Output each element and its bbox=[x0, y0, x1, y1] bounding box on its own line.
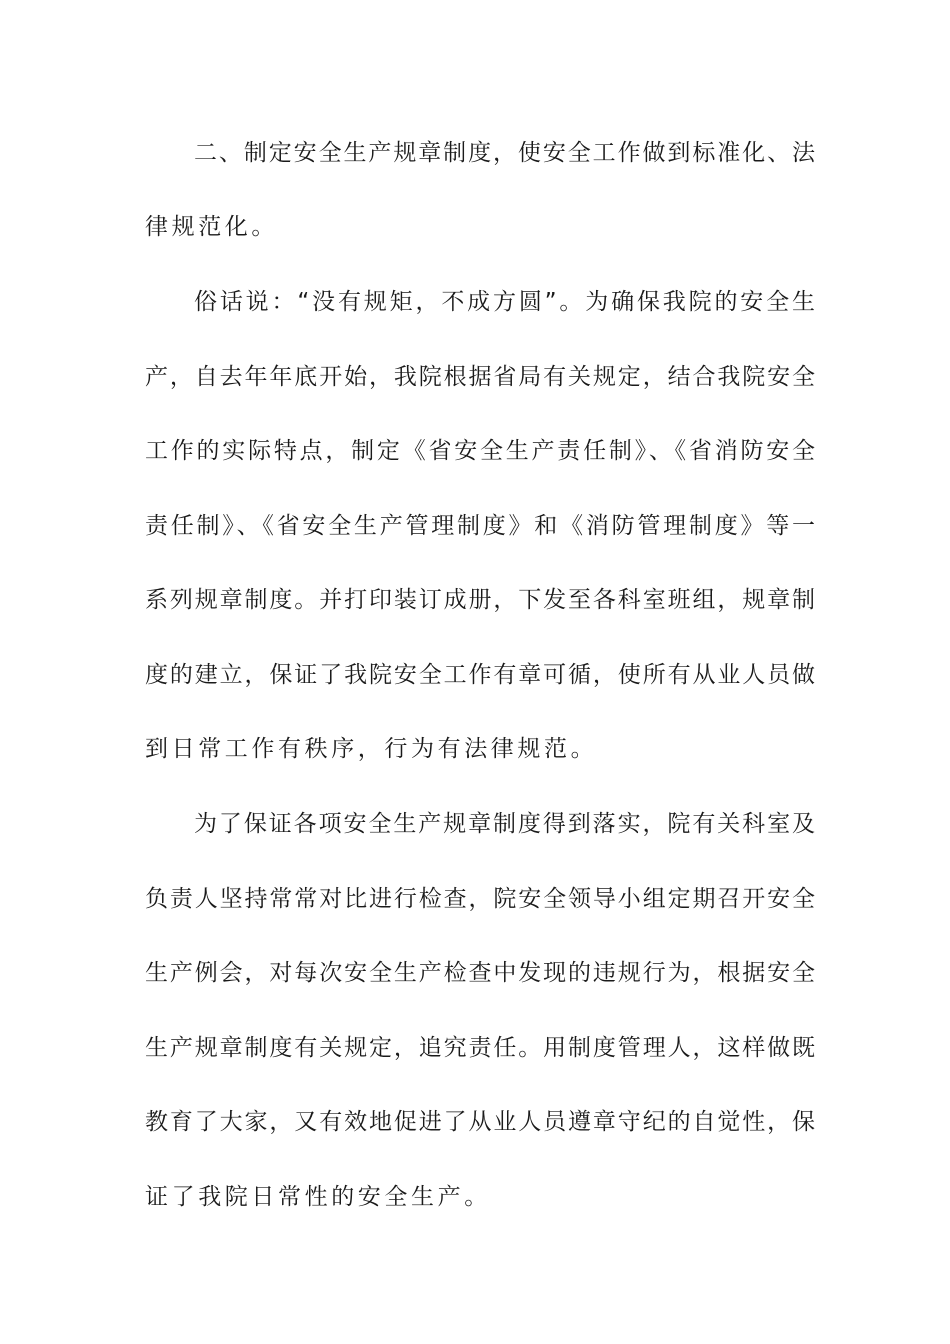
paragraph-1-line-1: 俗话说：“没有规矩，不成方圆”。为确保我院的安全生 bbox=[194, 289, 815, 315]
paragraph-2-line-4: 生产规章制度有关规定，追究责任。用制度管理人，这样做既 bbox=[145, 1035, 815, 1061]
paragraph-2-line-1: 为了保证各项安全生产规章制度得到落实，院有关科室及 bbox=[194, 811, 815, 837]
paragraph-1-line-4: 责任制》、《省安全生产管理制度》和《消防管理制度》等一 bbox=[145, 513, 815, 539]
paragraph-1-line-6: 度的建立，保证了我院安全工作有章可循，使所有从业人员做 bbox=[145, 662, 815, 688]
paragraph-1-line-5: 系列规章制度。并打印装订成册，下发至各科室班组，规章制 bbox=[145, 587, 815, 613]
paragraph-2-line-6: 证了我院日常性的安全生产。 bbox=[145, 1184, 491, 1210]
paragraph-2-line-2: 负责人坚持常常对比进行检查，院安全领导小组定期召开安全 bbox=[145, 886, 815, 912]
paragraph-2-line-5: 教育了大家，又有效地促进了从业人员遵章守纪的自觉性，保 bbox=[145, 1109, 815, 1135]
paragraph-2-line-3: 生产例会，对每次安全生产检查中发现的违规行为，根据安全 bbox=[145, 960, 815, 986]
paragraph-1-line-2: 产，自去年年底开始，我院根据省局有关规定，结合我院安全 bbox=[145, 364, 815, 390]
section-heading-line-1: 二、制定安全生产规章制度，使安全工作做到标准化、法 bbox=[194, 140, 815, 166]
section-heading-line-2: 律规范化。 bbox=[145, 214, 278, 240]
paragraph-1-line-7: 到日常工作有秩序，行为有法律规范。 bbox=[145, 736, 598, 762]
paragraph-1-line-3: 工作的实际特点，制定《省安全生产责任制》、《省消防安全 bbox=[145, 438, 815, 464]
